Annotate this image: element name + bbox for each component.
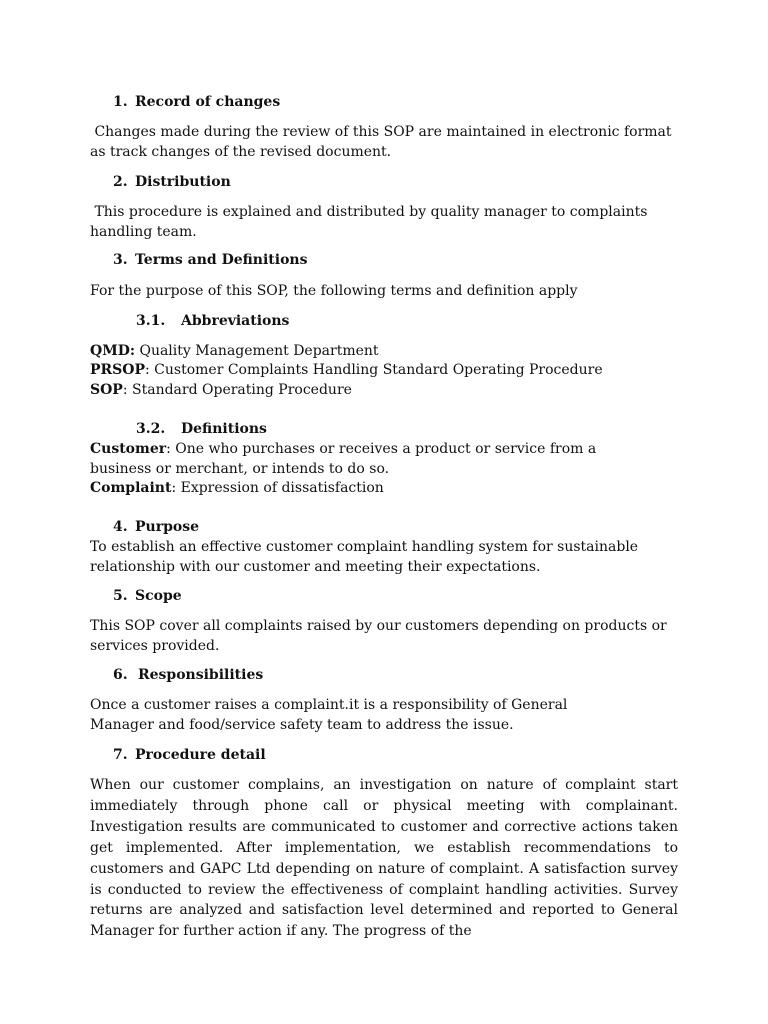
abbreviation-term: PRSOP <box>90 362 145 378</box>
section-heading-scope <box>113 587 182 605</box>
section-title: Purpose <box>135 519 199 535</box>
section-body-terms: For the purpose of this SOP, the following terms and definition apply <box>90 283 578 299</box>
section-heading-responsibilities <box>113 666 263 684</box>
definition-item <box>90 479 680 499</box>
section-title: Responsibilities <box>138 667 264 683</box>
section-body-responsibilities: Once a customer raises a complaint.it is a responsibility of General Manager and food/service safety team to address the issue. <box>90 697 568 733</box>
abbreviation-item <box>90 361 680 381</box>
section-heading-distribution <box>113 173 231 191</box>
section-number: 3. <box>113 252 128 268</box>
subsection-number: 3.1. <box>136 313 166 329</box>
abbreviation-text: Quality Management Department <box>135 343 379 359</box>
subsection-title: Definitions <box>181 421 267 437</box>
section-title: Scope <box>135 588 182 604</box>
abbreviation-text: : Customer Complaints Handling Standard Operating Procedure <box>145 362 603 378</box>
subsection-title: Abbreviations <box>181 313 290 329</box>
section-body-distribution: This procedure is explained and distributed by quality manager to complaints handling team. <box>90 204 652 240</box>
section-heading-record-of-changes <box>113 93 280 111</box>
definition-text: : One who purchases or receives a product or service from a business or merchant, or intends to do so. <box>90 441 597 477</box>
section-number: 6. <box>113 667 128 683</box>
section-number: 1. <box>113 94 128 110</box>
section-number: 2. <box>113 174 128 190</box>
abbreviation-item <box>90 381 680 401</box>
section-body-procedure: When our customer complains, an investigation on nature of complaint start immediately through phone call or physical meeting with complainant. Investigation results are communicated to customer and corrective actions taken get implemented. After implementation, we establish recommendations to customers and GAPC Ltd depending on nature of complaint. A satisfaction survey is conducted to review the effectiveness of complaint handling activities. Survey returns are analyzed and satisfaction level determined and reported to General Manager for further action if any. The progress of the <box>90 777 678 940</box>
abbreviation-term: QMD: <box>90 343 136 359</box>
section-title: Record of changes <box>135 94 281 110</box>
section-number: 5. <box>113 588 128 604</box>
abbreviation-text: : Standard Operating Procedure <box>122 382 352 398</box>
definition-text: : Expression of dissatisfaction <box>171 480 384 496</box>
subsection-heading-definitions <box>136 420 267 438</box>
section-heading-purpose <box>113 518 199 536</box>
definition-term: Complaint <box>90 480 172 496</box>
section-number: 4. <box>113 519 128 535</box>
section-title: Distribution <box>135 174 231 190</box>
definition-item <box>90 440 650 479</box>
section-title: Procedure detail <box>135 747 266 763</box>
subsection-number: 3.2. <box>136 421 166 437</box>
section-title: Terms and Definitions <box>135 252 308 268</box>
section-heading-terms <box>113 251 307 269</box>
section-heading-procedure <box>113 746 266 764</box>
section-number: 7. <box>113 747 128 763</box>
abbreviation-item <box>90 342 680 362</box>
subsection-heading-abbreviations <box>136 312 289 330</box>
definition-term: Customer <box>90 441 167 457</box>
section-body-record-of-changes: Changes made during the review of this SOP are maintained in electronic format as track changes of the revised document. <box>90 124 676 160</box>
section-body-purpose: To establish an effective customer complaint handling system for sustainable relationship with our customer and meeting their expectations. <box>90 539 639 575</box>
abbreviation-term: SOP <box>90 382 123 398</box>
section-body-scope: This SOP cover all complaints raised by our customers depending on products or services provided. <box>90 618 667 654</box>
